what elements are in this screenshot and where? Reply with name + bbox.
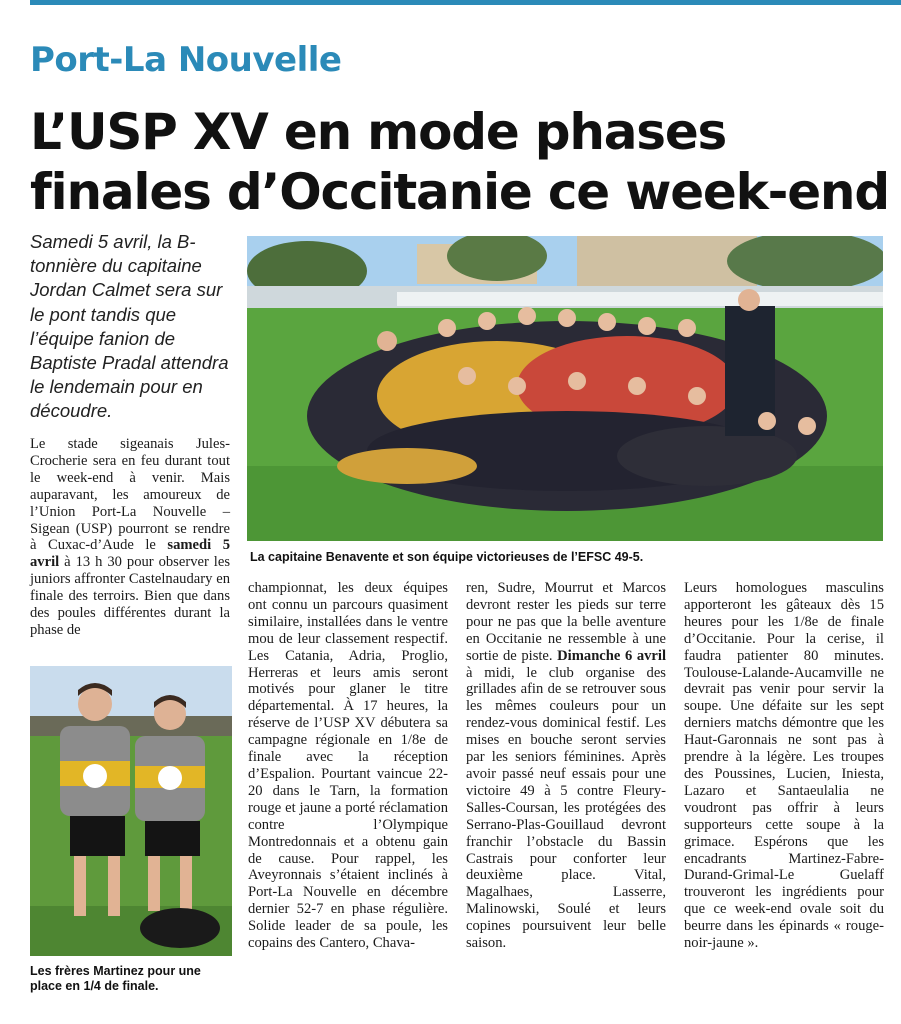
col4-text: Leurs homologues masculins apporteront les gâteaux dès 15 heures pour les 1/8e de finale d’Occitanie. Pour la cerise, il faudra patienter 80 minutes. Toulouse-Lalande-Aucamville ne devrait pas venir pour servir la soupe. Une défaite sur les sept derniers matchs démontre que les Haut-Garonnais ne sont pas à prendre à la légère. Les troupes des Poussines, Lucien, Iniesta, Lazaro et Santaeulalia ne voudront pas offrir à leurs supporteurs cette soupe à la grimace. Espérons que les encadrants Martinez-Fabre-Durand-Grimal-Le Guelaff trouveront les ingrédients pour que ce week-end ovale soit du beurre dans les épinards « rouge-noir-jaune ». [684, 580, 884, 952]
col1-text-b: à 13 h 30 pour observer les juniors affronter Castelnaudary en finale des terroirs. Bien que dans des poules différentes durant la phase de [30, 554, 230, 638]
col1-date: samedi 5 avril [30, 537, 230, 571]
section-kicker: Port-La Nouvelle [30, 40, 342, 80]
col2-text: championnat, les deux équipes ont connu un parcours quasiment similaire, installées dans le ventre mou de leur classement respectif. Les Catania, Adria, Proglio, Herreras et leurs amis seront motivés pour glaner le titre départemental. À 17 heures, la réserve de l’USP XV débutera sa campagne régionale en 1/8e de finale avec la réception d’Espalion. Pourtant vaincue 22-20 dans le Tarn, la formation rouge et jaune a porté réclamation contre l’Olympique Montredonnais et a obtenu gain de cause. Pour rappel, les Aveyronnais s’étaient inclinés à Port-La Nouvelle en décembre dernier 52-7 en phase régulière. Solide leader de sa poule, les copains des Cantero, Chava- [248, 580, 448, 952]
col3-date: Dimanche 6 avril [557, 647, 666, 664]
team-photo-image [247, 236, 883, 541]
body-column-4 [684, 580, 884, 952]
brothers-photo [30, 666, 232, 956]
team-photo [247, 236, 883, 541]
brothers-photo-caption: Les frères Martinez pour une place en 1/4 de finale. [30, 964, 201, 993]
col1-text-a: Le stade sigeanais Jules-Crocherie sera en feu durant tout le week-end à venir. Mais auparavant, les amoureux de l’Union Port-La Nouvelle – Sigean (USP) pourront se rendre à Cuxac-d’Aude le [30, 436, 230, 554]
body-column-1 [30, 436, 230, 639]
col3-text-a: ren, Sudre, Mourrut et Marcos devront rester les pieds sur terre pour ne pas que la belle aventure en Occitanie ne ressemble à une sortie de piste. [466, 580, 666, 664]
body-column-2 [248, 580, 448, 952]
col3-text-b: à midi, le club organise des grillades afin de se retrouver sous les mêmes couleurs pour un rendez-vous dominical festif. Les mises en bouche seront servies par les seniors féminines. Après avoir passé neuf essais pour une victoire 49 à 5 contre Fleury-Salles-Coursan, les protégées des Serrano-Plas-Gouillaud devront franchir l’obstacle du Bassin Castrais pour conforter leur deuxième place. Vital, Magalhaes, Lasserre, Malinowski, Soulé et leurs copines poursuivent leur belle saison. [466, 664, 666, 952]
headline: L’USP XV en mode phases finales d’Occitanie ce week-end [30, 103, 889, 221]
brothers-photo-image [30, 666, 232, 956]
top-rule [30, 0, 901, 5]
body-column-3 [466, 580, 666, 952]
chapo: Samedi 5 avril, la B-tonnière du capitaine Jordan Calmet sera sur le pont tandis que l’équipe fanion de Baptiste Pradal attendra le lendemain pour en découdre. [30, 231, 229, 422]
team-photo-caption: La capitaine Benavente et son équipe victorieuses de l’EFSC 49-5. [250, 550, 644, 564]
